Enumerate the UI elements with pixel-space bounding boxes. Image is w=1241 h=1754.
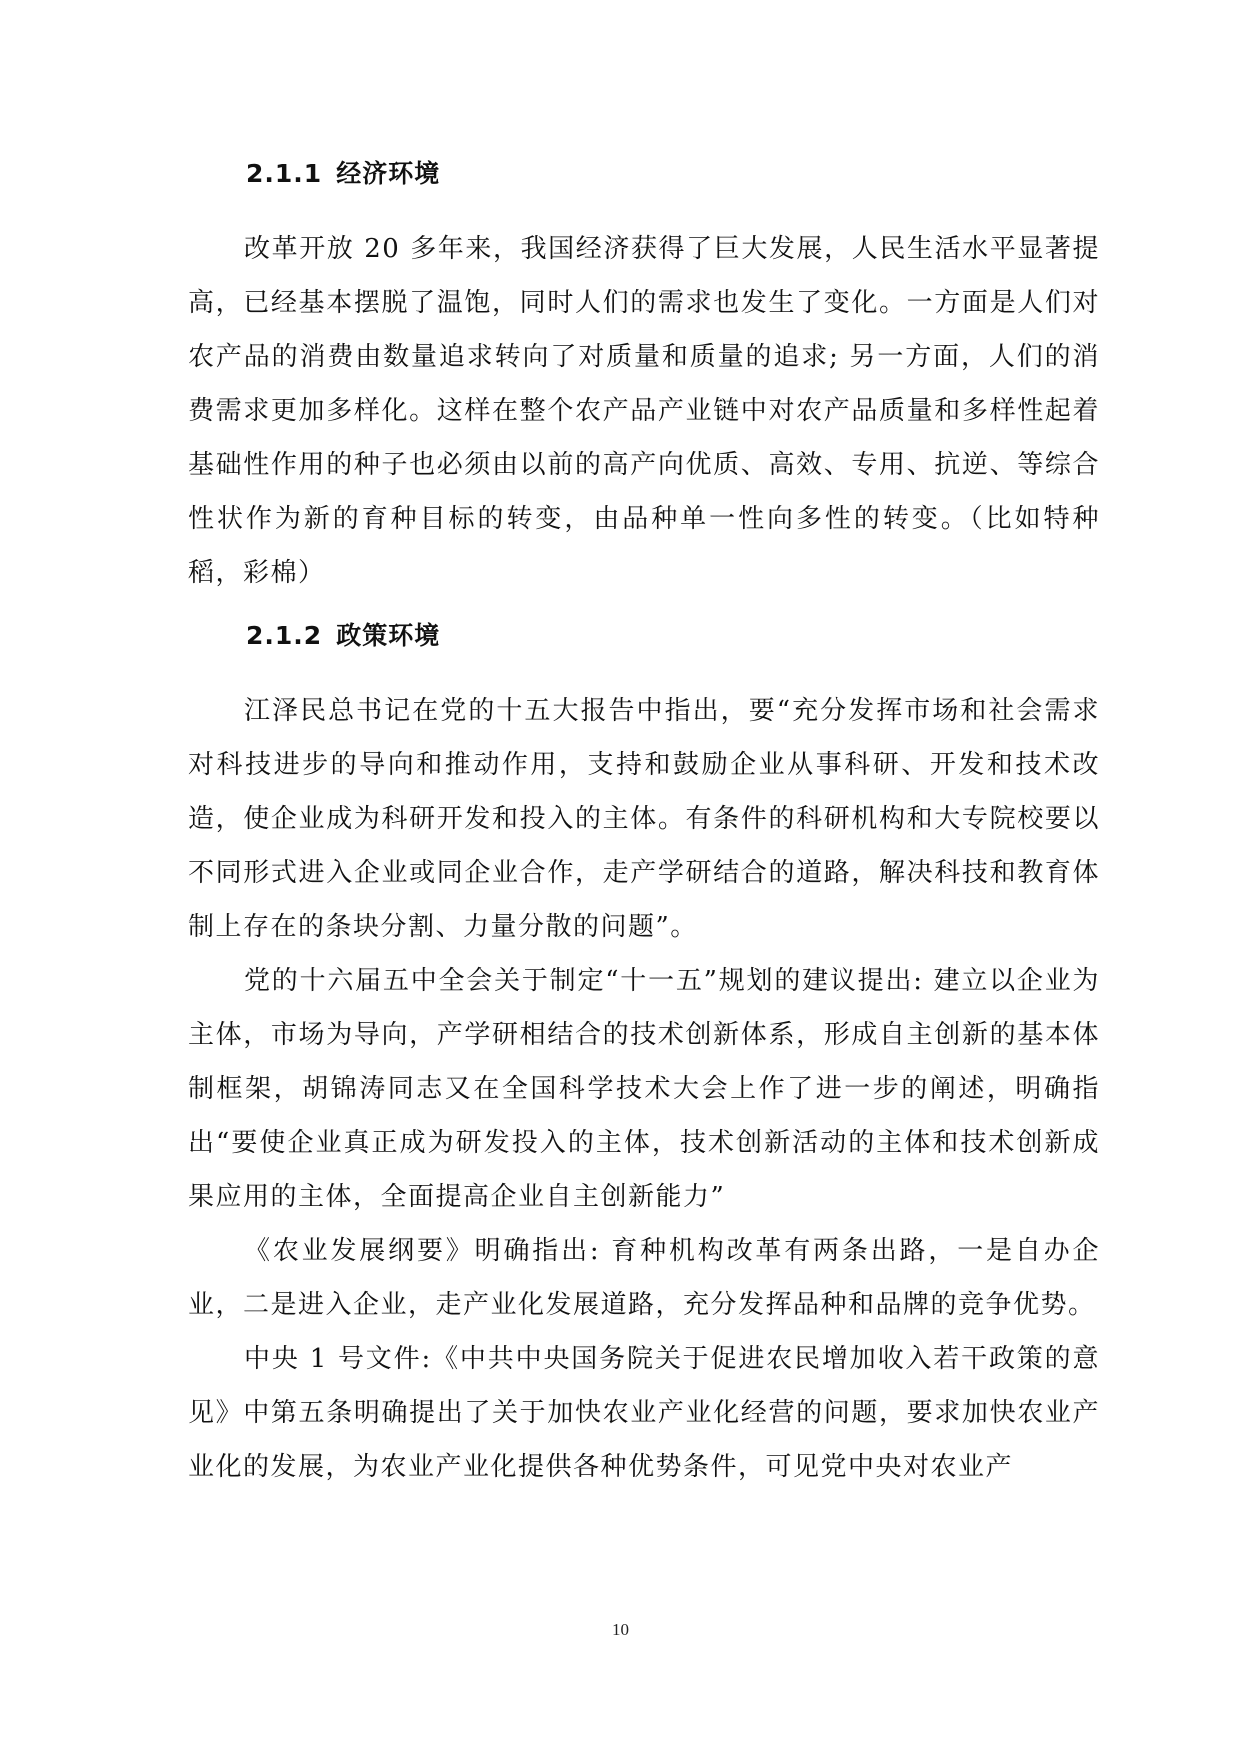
page-content (188, 154, 1100, 1494)
section-number: 2.1.1 (246, 159, 323, 188)
paragraph: 《农业发展纲要》明确指出: 育种机构改革有两条出路，一是自办企业，二是进入企业，走产业化发展道路，充分发挥品种和品牌的竞争优势。 (188, 1236, 1100, 1320)
section-number: 2.1.2 (246, 621, 323, 650)
section-heading-policy (246, 616, 1100, 656)
paragraph: 中央 1 号文件:《中共中央国务院关于促进农民增加收入若干政策的意见》中第五条明确提出了关于加快农业产业化经营的问题，要求加快农业产业化的发展，为农业产业化提供各种优势条件，可见党中央对农业产 (188, 1344, 1100, 1482)
section-heading-economic (246, 154, 1100, 194)
paragraph: 党的十六届五中全会关于制定“十一五”规划的建议提出: 建立以企业为主体，市场为导向，产学研相结合的技术创新体系，形成自主创新的基本体制框架，胡锦涛同志又在全国科学技术大会上作了进一步的阐述，明确指出“要使企业真正成为研发投入的主体，技术创新活动的主体和技术创新成果应用的主体，全面提高企业自主创新能力” (188, 966, 1100, 1212)
paragraph: 改革开放 20 多年来，我国经济获得了巨大发展，人民生活水平显著提高，已经基本摆脱了温饱，同时人们的需求也发生了变化。一方面是人们对农产品的消费由数量追求转向了对质量和质量的追求; 另一方面，人们的消费需求更加多样化。这样在整个农产品产业链中对农产品质量和多样性起着基础性作用的种子也必须由以前的高产向优质、高效、专用、抗逆、等综合性状作为新的育种目标的转变，由品种单一性向多性的转变。（比如特种稻，彩棉） (188, 234, 1100, 588)
page-number: 10 (612, 1620, 629, 1639)
section-title: 政策环境 (336, 621, 441, 650)
section-title: 经济环境 (336, 159, 441, 188)
paragraph: 江泽民总书记在党的十五大报告中指出，要“充分发挥市场和社会需求对科技进步的导向和推动作用，支持和鼓励企业从事科研、开发和技术改造，使企业成为科研开发和投入的主体。有条件的科研机构和大专院校要以不同形式进入企业或同企业合作，走产学研结合的道路，解决科技和教育体制上存在的条块分割、力量分散的问题”。 (188, 696, 1100, 942)
